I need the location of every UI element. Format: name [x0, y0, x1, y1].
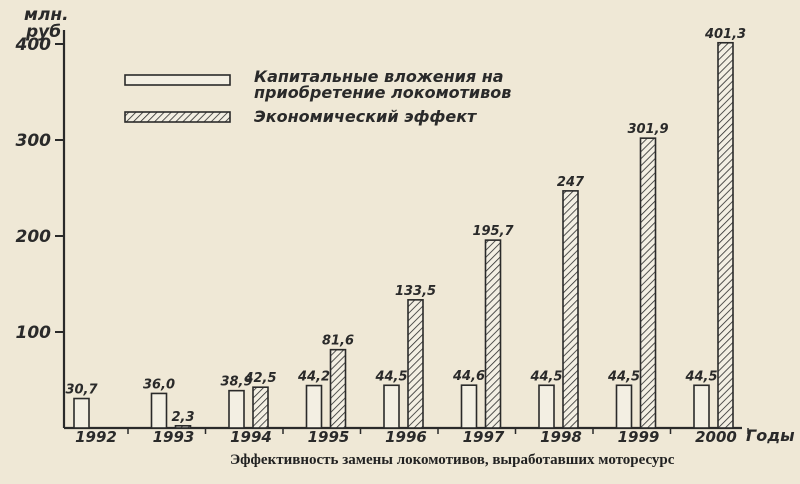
y-axis [15, 30, 65, 428]
value-label-effect-1999: 301,9 [627, 122, 669, 138]
value-label-investment-1999: 44,5 [607, 369, 641, 385]
x-tick-label-1992: 1992 [75, 428, 117, 446]
bar-investment-1997 [462, 385, 477, 428]
value-label-effect-1994: 42,5 [244, 371, 277, 387]
x-tick-label-1997: 1997 [462, 428, 505, 446]
y-tick-label: 100 [15, 323, 51, 343]
legend-label-effect: Экономический эффект [254, 107, 477, 126]
x-axis-unit: Годы [746, 426, 795, 445]
legend [125, 67, 511, 126]
value-label-effect-1998: 247 [556, 174, 585, 190]
bar-effect-1993 [176, 426, 191, 428]
bar-effect-1996 [408, 300, 423, 428]
value-label-investment-2000: 44,5 [685, 369, 718, 385]
value-label-investment-1994: 38,9 [220, 374, 253, 390]
bar-investment-2000 [694, 385, 709, 428]
y-axis-unit-line2: руб [26, 22, 62, 42]
legend-label-investment-line2: приобретение локомотивов [254, 83, 512, 102]
value-label-effect-1995: 81,6 [321, 333, 355, 349]
value-label-effect-1997: 195,7 [472, 224, 514, 240]
value-label-investment-1997: 44,6 [452, 369, 486, 385]
legend-swatch-effect [125, 112, 230, 122]
x-tick-label-1998: 1998 [540, 428, 582, 446]
legend-swatch-investment [125, 75, 230, 85]
y-tick-label: 400 [15, 35, 51, 55]
figure-caption: Эффективность замены локомотивов, выработавших моторесурс [230, 452, 675, 468]
bar-investment-1993 [152, 393, 167, 428]
x-tick-label-1994: 1994 [230, 428, 272, 446]
value-label-investment-1996: 44,5 [375, 369, 408, 385]
x-tick-label-1996: 1996 [385, 428, 427, 446]
value-label-investment-1992: 30,7 [65, 382, 98, 398]
x-tick-label-1993: 1993 [152, 428, 195, 446]
y-tick-label: 300 [15, 131, 51, 151]
bar-investment-1995 [307, 386, 322, 428]
bar-investment-1996 [384, 385, 399, 428]
bar-effect-1999 [641, 138, 656, 428]
y-axis-unit-line1: млн. [24, 5, 69, 25]
bar-investment-1998 [539, 385, 554, 428]
bar-effect-1997 [486, 240, 501, 428]
x-tick-label-1995: 1995 [307, 428, 350, 446]
value-label-effect-1993: 2,3 [171, 409, 195, 425]
bar-investment-1994 [229, 391, 244, 428]
bar-effect-1994 [253, 387, 268, 428]
bar-investment-1999 [617, 385, 632, 428]
bar-effect-1995 [331, 350, 346, 428]
value-label-investment-1993: 36,0 [142, 377, 176, 393]
x-tick-label-1999: 1999 [617, 428, 660, 446]
bar-effect-1998 [563, 191, 578, 428]
legend-label-investment-line1: Капитальные вложения на [254, 67, 504, 86]
x-axis [64, 428, 748, 446]
x-tick-label-2000: 2000 [695, 428, 737, 446]
value-label-investment-1998: 44,5 [530, 369, 563, 385]
value-label-effect-2000: 401,3 [704, 26, 747, 42]
bar-investment-1992 [74, 399, 89, 428]
y-tick-label: 200 [15, 227, 51, 247]
bar-effect-2000 [718, 43, 733, 428]
value-label-effect-1996: 133,5 [394, 283, 437, 299]
value-label-investment-1995: 44,2 [297, 369, 331, 385]
